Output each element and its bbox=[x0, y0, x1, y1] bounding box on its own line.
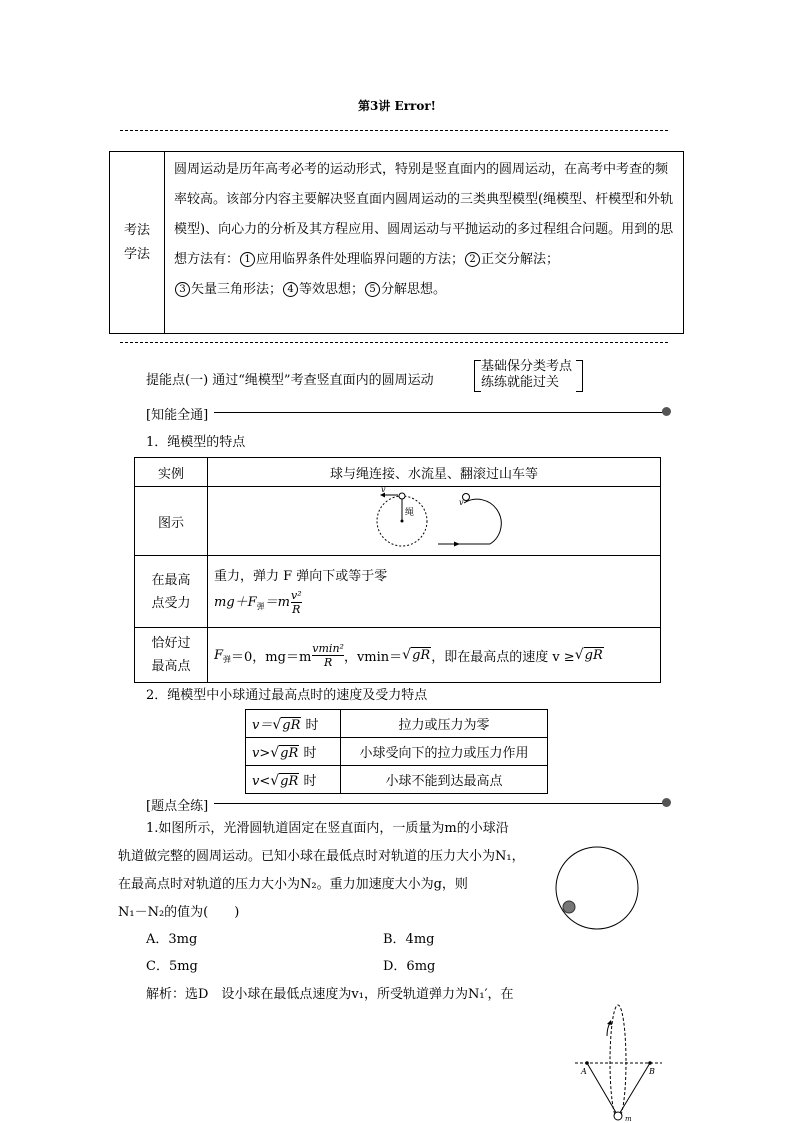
row-label bbox=[135, 556, 208, 628]
row-label-line2: 点受力 bbox=[151, 595, 191, 611]
bracket-text bbox=[481, 359, 572, 391]
rule-end-dot bbox=[662, 407, 671, 416]
rope-model-table bbox=[134, 457, 661, 683]
table-row bbox=[246, 738, 548, 766]
table-row bbox=[246, 766, 548, 794]
intro-label-line1: 考法 bbox=[123, 222, 150, 238]
point-b bbox=[648, 1061, 652, 1065]
label-rule bbox=[214, 412, 666, 413]
circled-number-3: 3 bbox=[175, 282, 190, 297]
diagram-cell bbox=[208, 487, 661, 556]
analysis-text: 解析：选D 设小球在最低点速度为v₁，所受轨道弹力为N₁′，在 bbox=[146, 987, 514, 1002]
critical-text-1: ＝0，mg＝m bbox=[231, 649, 312, 665]
header-cell: 实例 bbox=[135, 458, 208, 487]
rope-model-diagram bbox=[214, 487, 654, 551]
table-row bbox=[135, 487, 661, 556]
intro-label-cell bbox=[110, 152, 165, 333]
fraction-denominator: R bbox=[292, 603, 301, 616]
condition-suffix: 时 bbox=[303, 746, 317, 761]
page-title: 第3讲 Error! bbox=[358, 99, 436, 113]
circled-number-2: 2 bbox=[465, 252, 480, 267]
intro-text-main: 圆周运动是历年高考必考的运动形式，特别是竖直面内的圆周运动，在高考中考查的频率较高。该部分内容主要解决竖直面内圆周运动的三类典型模型(绳模型、杆模型和外轨模型)、向心力的分析及其方程应用、圆周运动与平抛运动的多过程组合问题。用到的思想方法有： bbox=[174, 162, 674, 267]
critical-cell bbox=[208, 628, 661, 683]
cone-pendulum-figure bbox=[570, 1002, 665, 1122]
condition-cell bbox=[246, 766, 341, 794]
condition-suffix: 时 bbox=[303, 774, 317, 789]
condition-cell bbox=[246, 710, 341, 738]
method-1: 应用临界条件处理临界问题的方法； bbox=[256, 252, 465, 267]
circled-number-5: 5 bbox=[365, 282, 380, 297]
loop-track bbox=[464, 499, 501, 544]
rule-end-dot bbox=[662, 798, 671, 807]
ball-m bbox=[614, 1112, 622, 1120]
radicand: gR bbox=[282, 718, 301, 733]
intro-label-line2: 学法 bbox=[123, 246, 150, 262]
velocity-label-1: v bbox=[381, 487, 386, 494]
force-cell bbox=[208, 556, 661, 628]
label-m: m bbox=[625, 1115, 632, 1122]
dashed-divider bbox=[120, 342, 668, 343]
fraction-numerator: v² bbox=[291, 589, 302, 602]
row-label: 图示 bbox=[135, 487, 208, 556]
row-label-line2: 最高点 bbox=[151, 659, 191, 674]
radicand: gR bbox=[280, 746, 299, 761]
knowledge-label: [知能全通] bbox=[146, 408, 209, 423]
velocity-label-2: v bbox=[459, 498, 464, 507]
header-cell: 球与绳连接、水流星、翻滚过山车等 bbox=[208, 458, 661, 487]
intro-box bbox=[109, 151, 684, 334]
sqrt-icon: √ bbox=[574, 647, 584, 663]
condition-text: v＝ bbox=[252, 718, 273, 733]
fraction-numerator: vmin² bbox=[312, 641, 344, 655]
fraction bbox=[291, 589, 302, 616]
option-c: C．5mg bbox=[146, 959, 198, 974]
result-cell: 小球受向下的拉力或压力作用 bbox=[341, 738, 548, 766]
bracket-left bbox=[474, 360, 481, 392]
sqrt-icon: √ bbox=[272, 717, 282, 733]
equation-subscript: 弹 bbox=[256, 601, 265, 611]
condition-cell bbox=[246, 738, 341, 766]
row-label-line1: 恰好过 bbox=[151, 636, 191, 651]
table-row bbox=[135, 628, 661, 683]
method-5: 分解思想。 bbox=[381, 282, 447, 297]
ball-top bbox=[399, 493, 405, 499]
row-label bbox=[135, 628, 208, 683]
option-b: B．4mg bbox=[383, 932, 435, 947]
label-rule bbox=[214, 803, 666, 804]
equation-lhs: mg＋F bbox=[214, 594, 257, 610]
force-subscript: 弹 bbox=[223, 654, 232, 664]
circled-number-4: 4 bbox=[283, 282, 298, 297]
result-cell: 拉力或压力为零 bbox=[341, 710, 548, 738]
table-row bbox=[135, 556, 661, 628]
dashed-divider bbox=[120, 130, 668, 131]
fraction bbox=[312, 642, 344, 669]
critical-text-2: ，vmin＝ bbox=[343, 649, 403, 665]
bracket-line-1: 基础保分类考点 bbox=[481, 359, 573, 374]
radicand: gR bbox=[584, 648, 603, 663]
question-line-4: N₁－N₂的值为( ) bbox=[118, 905, 240, 920]
track-arrow-head bbox=[454, 542, 460, 547]
circular-track-figure bbox=[553, 843, 643, 933]
circled-number-1: 1 bbox=[240, 252, 255, 267]
item1-title: 1．绳模型的特点 bbox=[146, 435, 246, 450]
pivot-point bbox=[401, 520, 404, 523]
force-symbol: F bbox=[214, 647, 224, 663]
condition-suffix: 时 bbox=[305, 718, 319, 733]
option-a: A．3mg bbox=[146, 932, 198, 947]
label-a: A bbox=[581, 1067, 587, 1076]
condition-text: v> bbox=[252, 746, 271, 761]
force-equation bbox=[214, 589, 654, 616]
condition-text: v< bbox=[252, 774, 271, 789]
bracket-line-2: 练练就能过关 bbox=[481, 375, 560, 390]
trajectory-ellipse bbox=[610, 1005, 626, 1119]
method-3: 矢量三角形法； bbox=[191, 282, 283, 297]
fraction-denominator: R bbox=[323, 655, 333, 669]
radicand: gR bbox=[412, 648, 431, 663]
section-heading: 提能点(一) 通过“绳模型”考查竖直面内的圆周运动 bbox=[146, 373, 434, 388]
rotation-arrow bbox=[607, 1023, 610, 1036]
table-row bbox=[246, 710, 548, 738]
method-4: 等效思想； bbox=[299, 282, 365, 297]
rope-label: 绳 bbox=[405, 508, 415, 518]
radicand: gR bbox=[280, 774, 299, 789]
string-a bbox=[587, 1063, 618, 1116]
practice-label: [题点全练] bbox=[146, 799, 209, 814]
critical-equation bbox=[214, 642, 654, 669]
intro-text bbox=[174, 155, 679, 305]
row-label-line1: 在最高 bbox=[151, 572, 191, 588]
question-line-3: 在最高点时对轨道的压力大小为N₂。重力加速度大小为g，则 bbox=[118, 877, 468, 892]
option-d: D．6mg bbox=[383, 959, 436, 974]
circular-track bbox=[556, 847, 638, 929]
speed-condition-table bbox=[245, 709, 548, 794]
ball-loop bbox=[463, 494, 470, 501]
result-cell: 小球不能到达最高点 bbox=[341, 766, 548, 794]
item2-title: 2．绳模型中小球通过最高点时的速度及受力特点 bbox=[146, 688, 428, 703]
bracket-right bbox=[576, 360, 583, 392]
sqrt-icon: √ bbox=[270, 773, 280, 789]
equation-eq: ＝m bbox=[264, 594, 290, 610]
sqrt-icon: √ bbox=[402, 647, 412, 663]
force-text: 重力，弹力 F 弹向下或等于零 bbox=[214, 569, 388, 584]
ball bbox=[563, 901, 575, 913]
question-line-2: 轨道做完整的圆周运动。已知小球在最低点时对轨道的压力大小为N₁， bbox=[118, 849, 525, 864]
string-b bbox=[618, 1063, 650, 1116]
method-2: 正交分解法； bbox=[481, 252, 560, 267]
critical-text-3: ，即在最高点的速度 v ≥ bbox=[431, 649, 575, 665]
label-b: B bbox=[649, 1067, 655, 1076]
rotation-arrow-head bbox=[607, 1020, 612, 1025]
table-row bbox=[135, 458, 661, 487]
sqrt-icon: √ bbox=[270, 745, 280, 761]
question-line-1: 1.如图所示，光滑圆轨道固定在竖直面内，一质量为m的小球沿 bbox=[146, 821, 509, 836]
point-a bbox=[585, 1061, 589, 1065]
